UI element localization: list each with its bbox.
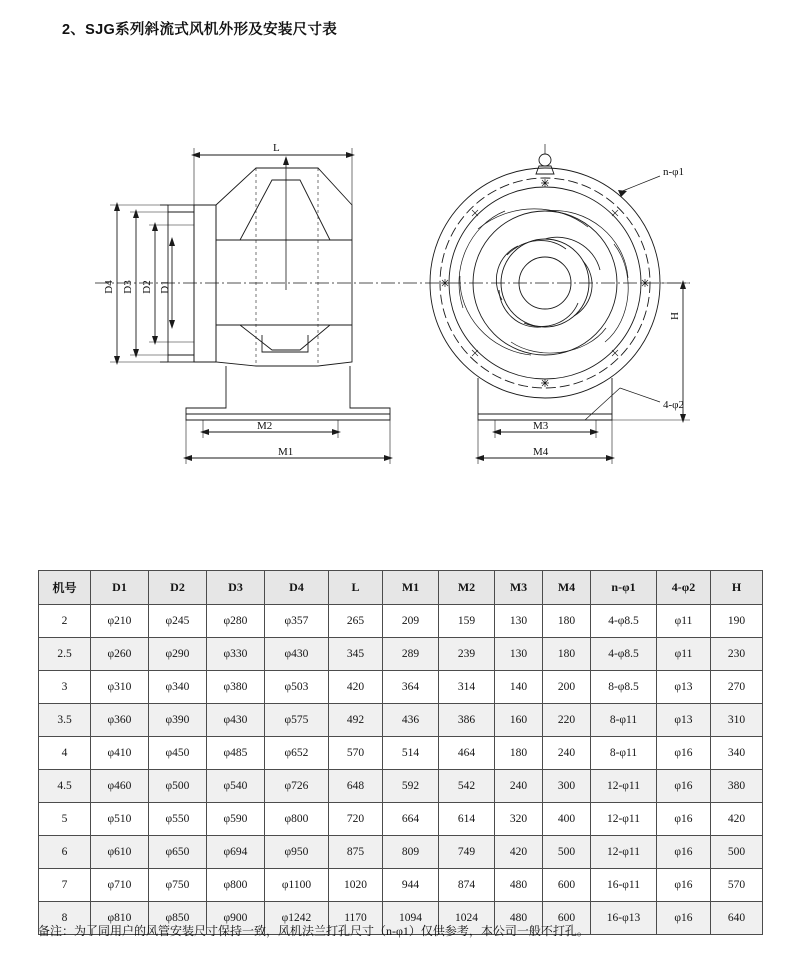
table-cell: φ245	[149, 605, 207, 638]
table-cell: φ610	[91, 836, 149, 869]
table-cell: 300	[543, 770, 591, 803]
table-note: 备注：为了同用户的风管安装尺寸保持一致，风机法兰打孔尺寸（n-φ1）仅供参考，本公司一般不打孔。	[38, 924, 589, 938]
table-cell: 570	[711, 869, 763, 902]
column-header: 机号	[39, 571, 91, 605]
table-cell: 270	[711, 671, 763, 704]
table-cell: φ1242	[265, 902, 329, 935]
table-cell: φ210	[91, 605, 149, 638]
table-cell: φ16	[657, 836, 711, 869]
table-row	[39, 638, 763, 671]
table-cell: φ810	[91, 902, 149, 935]
table-cell: φ550	[149, 803, 207, 836]
column-header: D3	[207, 571, 265, 605]
label-n-phi1: n-φ1	[663, 166, 685, 178]
table-cell: 140	[495, 671, 543, 704]
table-cell: 874	[439, 869, 495, 902]
table-cell: φ357	[265, 605, 329, 638]
table-cell: 12-φ11	[591, 803, 657, 836]
table-cell: 420	[711, 803, 763, 836]
table-cell: 720	[329, 803, 383, 836]
table-cell: 265	[329, 605, 383, 638]
label-D3: D3	[122, 280, 134, 294]
table-cell: 239	[439, 638, 495, 671]
table-cell: 464	[439, 737, 495, 770]
label-4-phi2: 4-φ2	[663, 399, 685, 411]
row-model-cell: 5	[39, 803, 91, 836]
table-cell: 130	[495, 605, 543, 638]
table-cell: φ13	[657, 671, 711, 704]
table-cell: φ575	[265, 704, 329, 737]
table-cell: 542	[439, 770, 495, 803]
table-cell: 12-φ11	[591, 836, 657, 869]
table-cell: 875	[329, 836, 383, 869]
table-cell: φ750	[149, 869, 207, 902]
table-row	[39, 770, 763, 803]
table-cell: φ950	[265, 836, 329, 869]
column-header: L	[329, 571, 383, 605]
label-D4: D4	[103, 280, 115, 294]
page-title: 2、SJG系列斜流式风机外形及安装尺寸表	[62, 22, 338, 38]
table-cell: φ1100	[265, 869, 329, 902]
fan-dimension-drawing	[0, 120, 800, 500]
table-cell: 230	[711, 638, 763, 671]
row-model-cell: 3	[39, 671, 91, 704]
label-M1: M1	[278, 446, 294, 458]
label-M3: M3	[533, 420, 549, 432]
table-cell: 648	[329, 770, 383, 803]
table-cell: 180	[543, 605, 591, 638]
table-cell: φ485	[207, 737, 265, 770]
table-cell: 16-φ13	[591, 902, 657, 935]
table-cell: φ280	[207, 605, 265, 638]
table-cell: 130	[495, 638, 543, 671]
table-cell: φ503	[265, 671, 329, 704]
column-header: n-φ1	[591, 571, 657, 605]
table-cell: φ330	[207, 638, 265, 671]
table-cell: 600	[543, 869, 591, 902]
table-cell: 200	[543, 671, 591, 704]
table-cell: 500	[711, 836, 763, 869]
table-row	[39, 803, 763, 836]
table-cell: 640	[711, 902, 763, 935]
row-model-cell: 4.5	[39, 770, 91, 803]
table-header-row	[39, 571, 763, 605]
table-cell: 514	[383, 737, 439, 770]
table-cell: φ500	[149, 770, 207, 803]
row-model-cell: 2.5	[39, 638, 91, 671]
column-header: D2	[149, 571, 207, 605]
column-header: M3	[495, 571, 543, 605]
table-cell: 240	[495, 770, 543, 803]
spec-table	[38, 570, 763, 935]
label-M4: M4	[533, 446, 549, 458]
table-cell: φ16	[657, 770, 711, 803]
table-cell: 159	[439, 605, 495, 638]
table-body	[39, 605, 763, 935]
table-cell: 600	[543, 902, 591, 935]
table-cell: 400	[543, 803, 591, 836]
table-cell: 4-φ8.5	[591, 638, 657, 671]
table-cell: 190	[711, 605, 763, 638]
label-D2: D2	[141, 280, 153, 294]
table-cell: φ650	[149, 836, 207, 869]
table-cell: 944	[383, 869, 439, 902]
table-cell: φ900	[207, 902, 265, 935]
table-cell: 340	[711, 737, 763, 770]
table-cell: φ652	[265, 737, 329, 770]
column-header: 4-φ2	[657, 571, 711, 605]
table-cell: φ16	[657, 737, 711, 770]
column-header: M2	[439, 571, 495, 605]
table-cell: φ410	[91, 737, 149, 770]
table-cell: φ16	[657, 869, 711, 902]
table-cell: 8-φ8.5	[591, 671, 657, 704]
table-cell: φ13	[657, 704, 711, 737]
table-row	[39, 605, 763, 638]
table-cell: 345	[329, 638, 383, 671]
table-cell: 16-φ11	[591, 869, 657, 902]
row-model-cell: 7	[39, 869, 91, 902]
table-cell: φ310	[91, 671, 149, 704]
table-cell: φ510	[91, 803, 149, 836]
row-model-cell: 4	[39, 737, 91, 770]
table-row	[39, 671, 763, 704]
table-cell: 386	[439, 704, 495, 737]
table-cell: φ540	[207, 770, 265, 803]
table-cell: φ260	[91, 638, 149, 671]
table-cell: 8-φ11	[591, 737, 657, 770]
column-header: H	[711, 571, 763, 605]
row-model-cell: 3.5	[39, 704, 91, 737]
table-cell: 1024	[439, 902, 495, 935]
table-cell: φ850	[149, 902, 207, 935]
column-header: D4	[265, 571, 329, 605]
table-cell: 180	[543, 638, 591, 671]
table-cell: φ16	[657, 803, 711, 836]
column-header: M1	[383, 571, 439, 605]
table-cell: φ390	[149, 704, 207, 737]
table-cell: φ380	[207, 671, 265, 704]
table-cell: φ460	[91, 770, 149, 803]
table-cell: φ590	[207, 803, 265, 836]
table-cell: φ430	[207, 704, 265, 737]
row-model-cell: 8	[39, 902, 91, 935]
table-cell: φ800	[265, 803, 329, 836]
table-cell: 664	[383, 803, 439, 836]
table-row	[39, 836, 763, 869]
table-cell: φ290	[149, 638, 207, 671]
table-cell: 12-φ11	[591, 770, 657, 803]
table-cell: 1170	[329, 902, 383, 935]
table-cell: 240	[543, 737, 591, 770]
spec-table-wrapper	[38, 570, 762, 935]
table-cell: φ710	[91, 869, 149, 902]
table-cell: φ694	[207, 836, 265, 869]
column-header: M4	[543, 571, 591, 605]
table-cell: 1020	[329, 869, 383, 902]
table-row	[39, 704, 763, 737]
table-cell: φ430	[265, 638, 329, 671]
table-cell: 4-φ8.5	[591, 605, 657, 638]
table-cell: 592	[383, 770, 439, 803]
table-cell: 480	[495, 902, 543, 935]
table-cell: 320	[495, 803, 543, 836]
table-cell: 209	[383, 605, 439, 638]
table-cell: φ726	[265, 770, 329, 803]
row-model-cell: 2	[39, 605, 91, 638]
table-cell: φ16	[657, 902, 711, 935]
table-cell: 180	[495, 737, 543, 770]
column-header: D1	[91, 571, 149, 605]
table-cell: 492	[329, 704, 383, 737]
label-D1: D1	[159, 280, 171, 294]
table-cell: 289	[383, 638, 439, 671]
table-cell: 749	[439, 836, 495, 869]
table-cell: 1094	[383, 902, 439, 935]
table-cell: 420	[495, 836, 543, 869]
table-cell: 8-φ11	[591, 704, 657, 737]
table-cell: 570	[329, 737, 383, 770]
table-cell: φ800	[207, 869, 265, 902]
table-cell: 364	[383, 671, 439, 704]
table-cell: φ360	[91, 704, 149, 737]
label-L: L	[273, 142, 280, 154]
table-cell: 310	[711, 704, 763, 737]
table-cell: 809	[383, 836, 439, 869]
table-cell: φ340	[149, 671, 207, 704]
table-row	[39, 869, 763, 902]
label-H: H	[669, 312, 681, 320]
table-cell: 160	[495, 704, 543, 737]
table-cell: 314	[439, 671, 495, 704]
label-M2: M2	[257, 420, 273, 432]
table-cell: 614	[439, 803, 495, 836]
technical-drawing	[0, 120, 800, 500]
table-cell: φ450	[149, 737, 207, 770]
table-row	[39, 737, 763, 770]
table-cell: 420	[329, 671, 383, 704]
table-cell: 480	[495, 869, 543, 902]
table-cell: 220	[543, 704, 591, 737]
table-cell: 380	[711, 770, 763, 803]
row-model-cell: 6	[39, 836, 91, 869]
table-cell: φ11	[657, 605, 711, 638]
table-cell: 436	[383, 704, 439, 737]
table-cell: φ11	[657, 638, 711, 671]
table-cell: 500	[543, 836, 591, 869]
